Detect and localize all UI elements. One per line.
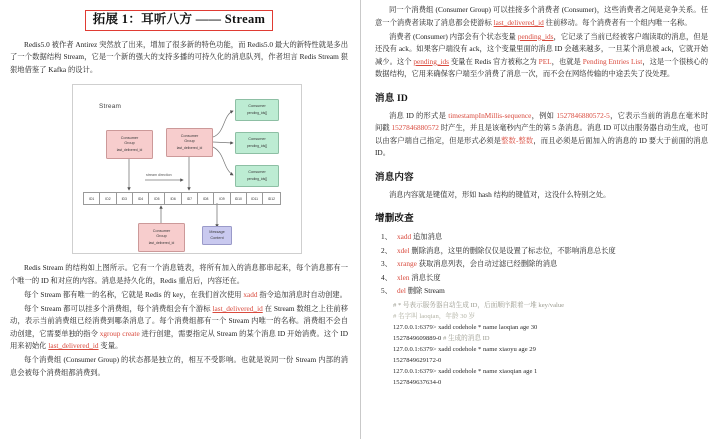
command-name: xdel: [397, 245, 410, 255]
diagram-stream-label: Stream: [99, 103, 122, 111]
code-command-line: 127.0.0.1:6379> xadd codehole * name xiaoyu age 29: [393, 345, 536, 353]
command-desc: 删除 Stream: [407, 286, 445, 295]
command-name: xadd: [397, 232, 412, 241]
command-name: xrange: [397, 259, 417, 268]
stream-id-cell: ID11: [247, 193, 263, 204]
stream-id-cell: ID3: [117, 193, 133, 204]
stream-name-paragraph: 每个 Stream 都有唯一的名称，它就是 Redis 的 key，在我们首次使用 xadd 指令追加消息时自动创建。: [24, 289, 347, 299]
terminal-code-block: [393, 300, 708, 388]
command-list-item: [397, 257, 708, 271]
section-heading-crud: 增删改查: [375, 214, 414, 224]
structure-paragraph: Redis Stream 的结构如上图所示。它有一个消息链表，将所有加入的消息都串起来，每个消息都有一个唯一的 ID 和对应的内容。消息是持久化的，Redis 重启后，内容还在。: [10, 263, 348, 285]
command-desc: 追加消息: [413, 232, 443, 241]
consumer-competition-paragraph: 同一个消费组 (Consumer Group) 可以挂接多个消费者 (Consumer)，这些消费者之间是竞争关系。任意一个消费者读取了消息都会使游标 last_delivered_id 往前移动。每个消费者有一个组内唯一名称。: [375, 5, 708, 27]
command-list-item: [397, 271, 708, 285]
command-name: del: [397, 286, 406, 295]
consumer-box-2: Consumer pending_ids[]: [235, 132, 279, 154]
command-desc: 消息长度: [411, 272, 441, 282]
consumer-box-3: Consumer pending_ids[]: [235, 165, 279, 187]
command-desc: 删除消息，这里的删除仅仅是设置了标志位，不影响消息总长度: [411, 245, 616, 255]
stream-id-cell: ID8: [198, 193, 214, 204]
page-title: [10, 10, 348, 31]
right-column: [360, 0, 720, 439]
stream-id-cell: ID9: [214, 193, 230, 204]
code-command-line: 127.0.0.1:6379> xadd codehole * name laoqian age 30: [393, 323, 538, 331]
message-id-paragraph: 消息 ID 的形式是 timestampInMillis-sequence，例如 1527846880572-5，它表示当前的消息在毫米时间戳 1527846880572 时产生，并且是该毫秒内产生的第 5 条消息。消息 ID 可以由服务器自动生成，也可以由客户端自己指定，但是形式必须是整数-整数，而且必须是后面加入的消息的 ID 要大于前面的消息 ID。: [375, 110, 709, 157]
code-output-line: 1527849629172-0: [393, 356, 442, 364]
consumer-group-box-1: Consumer Group last_delivered_id: [106, 130, 153, 159]
code-output-line: [393, 333, 708, 344]
command-desc: 获取消息列表，会自动过滤已经删除的消息: [418, 259, 558, 268]
stream-architecture-diagram: [72, 84, 302, 254]
consumer-group-box-3: Consumer Group last_delivered_id: [138, 223, 185, 252]
code-output-id: 1527849609889-0: [393, 334, 442, 342]
stream-id-cell: ID10: [231, 193, 247, 204]
stream-id-cell: ID5: [149, 193, 165, 204]
pending-ids-paragraph: 消费者 (Consumer) 内部会有个状态变量 pending_ids，它记录了当前已经被客户端读取的消息，但是还没有 ack。如果客户端没有 ack，这个变量里面的消息 ID 会越来越多，一旦某个消息被 ack，它就开始减少。这个 pending_ids 变量在 Redis 官方被称之为 PEL，也就是 Pending Entries List，这是一个很核心的数据结构，它用来确保客户端至少消费了消息一次，而不会在网络传输的中途丢失了没处理。: [375, 31, 709, 78]
code-output-note: # 生成的消息 ID: [443, 334, 490, 342]
section-heading-message-content: 消息内容: [375, 172, 414, 183]
code-output-line: 1527849637634-0: [393, 378, 442, 386]
command-list-item: [397, 244, 708, 258]
intro-paragraph: Redis5.0 被作者 Antirez 突然放了出来，增加了很多新的特色功能，而 Redis5.0 最大的新特性就是多出了一个数据结构 Stream，它是一个新的强大的支持多播的可持久化的消息队列，作者坦言 Redis Stream 狠狠地借鉴了 Kafka 的设计。: [10, 39, 348, 74]
stream-id-cell: ID2: [100, 193, 116, 204]
stream-direction-label: stream direction: [146, 173, 172, 178]
stream-id-cell: ID7: [182, 193, 198, 204]
consumer-group-box-2: Consumer Group last_delivered_id: [166, 128, 213, 157]
stream-id-cell: ID6: [165, 193, 181, 204]
command-list-item: [397, 230, 708, 244]
consumer-box-1: Consumer pending_ids[]: [235, 99, 279, 121]
command-name: xlen: [397, 272, 410, 282]
group-independence-paragraph: 每个消费组 (Consumer Group) 的状态都是独立的，相互不受影响。也就是说同一份 Stream 内部的消息会被每个消费组都消费到。: [10, 355, 348, 377]
page-title-text: 拓展 1：耳听八方 —— Stream: [85, 10, 273, 31]
stream-id-row: [83, 192, 281, 205]
code-comment-line: # 名字叫 laoqian，年龄 30 岁: [393, 312, 476, 320]
section-heading-message-id: 消息 ID: [375, 93, 408, 104]
command-list-item: [397, 284, 708, 298]
code-command-line: 127.0.0.1:6379> xadd codehole * name xiaoqian age 1: [393, 367, 538, 375]
command-list: [375, 230, 708, 298]
stream-id-cell: ID4: [133, 193, 149, 204]
code-comment-line: # * 号表示服务器自动生成 ID，后面顺序跟着一堆 key/value: [393, 301, 565, 309]
consumer-group-paragraph: 每个 Stream 都可以挂多个消费组，每个消费组会有个游标 last_delivered_id 在 Stream 数组之上往前移动，表示当前消费组已经消费到哪条消息了。每个消费组都有一个 Stream 内唯一的名称。消费组不会自动创建，它需要单独的指令 xgroup create 进行创建，需要指定从 Stream 的某个消息 ID 开始消费。这个 ID 用来初始化 last_delivered_id 变量。: [10, 303, 349, 351]
message-content-box: Message Content: [202, 226, 232, 245]
stream-id-cell: ID1: [84, 193, 100, 204]
stream-id-cell: ID12: [267, 196, 275, 201]
message-content-paragraph: 消息内容就是键值对，形如 hash 结构的键值对，这没什么特别之处。: [389, 189, 611, 199]
